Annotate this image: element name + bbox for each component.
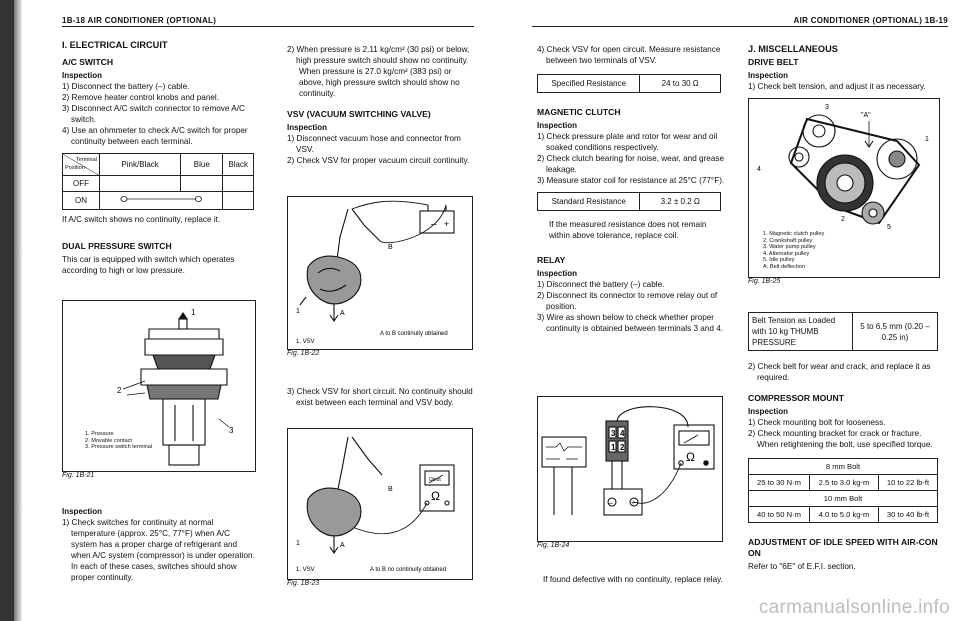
- inspection-heading: Inspection: [537, 121, 578, 130]
- callout-1: 1: [925, 136, 929, 143]
- specified-resistance-table: [537, 74, 721, 93]
- table-header: Black: [223, 154, 254, 176]
- check-text: 1) Check switches for continuity at normal temperature (approx. 25°C, 77°F) when A/C system has a proper charge of refrigerant and when A/C system (compressor) is under operation. In each of these cases, switches should show proper continuity.: [62, 518, 255, 582]
- corner-position-label: Position: [65, 165, 85, 171]
- torque-cell: 10 to 22 lb-ft: [879, 475, 938, 491]
- step-text: 1) Check belt tension, and adjust it as necessary.: [748, 82, 926, 91]
- page-header-right: AIR CONDITIONER (OPTIONAL) 1B-19: [793, 16, 948, 25]
- legend-item: 5. Idle pulley: [763, 257, 795, 264]
- step-text: When pressure is 27.0 kg/cm² (383 psi) or above, high pressure switch should show no continuity.: [299, 67, 460, 98]
- figure-caption: Fig. 1B-21: [62, 472, 95, 479]
- minus-icon: –: [431, 219, 437, 230]
- ohm-icon: Ω: [686, 450, 695, 464]
- plus-icon: +: [444, 219, 450, 229]
- step-text: 1) Check mounting bolt for looseness.: [748, 418, 886, 427]
- figure-1b-22-vsv-continuity: [287, 196, 473, 350]
- figure-caption: Fig. 1B-23: [287, 580, 320, 587]
- column-4: [748, 44, 944, 92]
- vsv-title: VSV (VACUUM SWITCHING VALVE): [287, 109, 431, 119]
- ohm-icon: Ω: [431, 489, 440, 503]
- spec-value: 24 to 30 Ω: [640, 75, 721, 93]
- callout-b: B: [388, 486, 393, 493]
- step-text: 3) Wire as shown below to check whether proper continuity is obtained between terminals 3 and 4.: [537, 313, 724, 333]
- inspection-heading: Inspection: [537, 269, 578, 278]
- vsv-continuity-diagram: [288, 197, 472, 349]
- step-text: 2) Disconnect its connector to remove relay out of position.: [537, 291, 718, 311]
- callout-2: 2: [117, 386, 122, 395]
- figure-1b-25-drive-belt: [748, 98, 940, 278]
- terminal-2: 2: [620, 443, 625, 452]
- standard-resistance-table: [537, 192, 721, 211]
- page-binding-edge: [0, 0, 14, 621]
- legend-item: 2. Crankshaft pulley: [763, 237, 813, 244]
- inspection-heading: Inspection: [748, 407, 789, 416]
- legend-item: A: Belt deflection: [763, 263, 805, 270]
- drive-belt-title: DRIVE BELT: [748, 57, 799, 67]
- step-text: 3) Disconnect A/C switch connector to remove A/C switch.: [62, 104, 245, 124]
- table-cell: [100, 176, 181, 192]
- relay-title: RELAY: [537, 255, 566, 265]
- dual-pressure-text: This car is equipped with switch which operates according to high or low pressure.: [62, 255, 235, 275]
- legend-item: 1. Pressure: [85, 431, 114, 437]
- dual-pressure-title: DUAL PRESSURE SWITCH: [62, 241, 172, 251]
- step-text: 2) Check clutch bearing for noise, wear, and grease leakage.: [537, 154, 725, 174]
- magnetic-clutch-title: MAGNETIC CLUTCH: [537, 107, 621, 117]
- inspection-heading: Inspection: [287, 123, 328, 132]
- figure-caption: Fig. 1B-25: [748, 278, 781, 285]
- figure-1b-23-vsv-short: [287, 428, 473, 580]
- legend-item: 1. Magnetic clutch pulley: [763, 231, 825, 237]
- torque-cell: 40 to 50 N·m: [749, 507, 810, 523]
- torque-header-10mm: 10 mm Bolt: [749, 491, 938, 507]
- compressor-mount-title: COMPRESSOR MOUNT: [748, 393, 844, 403]
- column-2: [287, 44, 473, 166]
- column-2-mid: [287, 386, 473, 408]
- ohmmeter-scale-icon: Ωtest: [429, 477, 441, 483]
- legend-item: 3. Pressure switch terminal: [85, 444, 153, 451]
- step-text: 3) Measure stator coil for resistance at 25°C (77°F).: [537, 176, 725, 185]
- callout-1: 1: [296, 308, 300, 315]
- inspection-heading: Inspection: [748, 71, 789, 80]
- corner-terminal-label: Terminal: [75, 157, 97, 163]
- page-header-left: 1B-18 AIR CONDITIONER (OPTIONAL): [62, 16, 217, 25]
- torque-cell: 2.5 to 3.0 kg-m: [809, 475, 878, 491]
- legend-item: 3. Water pump pulley: [763, 244, 816, 251]
- clutch-note: If the measured resistance does not remain within above tolerance, replace coil.: [549, 220, 707, 240]
- spec-label: Specified Resistance: [538, 75, 640, 93]
- step-text: 2) Check VSV for proper vacuum circuit continuity.: [287, 156, 470, 165]
- torque-cell: 30 to 40 lb-ft: [879, 507, 938, 523]
- figure-1b-24-relay: [537, 396, 723, 542]
- page-binding-shadow: [14, 0, 22, 621]
- figure-1b-21-pressure-switch: [62, 300, 256, 472]
- ac-switch-title: A/C SWITCH: [62, 57, 114, 67]
- callout-5: 5: [887, 224, 891, 231]
- step-text: 2) When pressure is 2.11 kg/cm² (30 psi) or below, high pressure switch should show no continuity.: [287, 45, 470, 65]
- section-title-miscellaneous: J. MISCELLANEOUS: [748, 44, 838, 54]
- torque-header-8mm: 8 mm Bolt: [749, 459, 938, 475]
- callout-a: "A": [861, 112, 871, 119]
- vsv-short-circuit-diagram: [288, 429, 472, 579]
- belt-tension-table: [748, 312, 938, 351]
- column-3: [537, 44, 725, 334]
- idle-speed-title: ADJUSTMENT OF IDLE SPEED WITH AIR-CON ON: [748, 537, 938, 558]
- torque-cell: 25 to 30 N·m: [749, 475, 810, 491]
- relay-test-diagram: [538, 397, 722, 541]
- callout-b: B: [388, 244, 393, 251]
- figure-legend: [85, 431, 152, 451]
- column-1-bottom: [62, 506, 258, 583]
- callout-2: 2: [841, 216, 845, 223]
- ac-switch-continuity-table: [62, 153, 254, 210]
- ac-switch-note: If A/C switch shows no continuity, replace it.: [62, 215, 221, 224]
- std-value: 3.2 ± 0.2 Ω: [640, 193, 721, 211]
- step-text: 1) Disconnect the battery (–) cable.: [62, 82, 190, 91]
- torque-table: [748, 458, 938, 523]
- table-cell: [223, 192, 254, 210]
- figure-caption: Fig. 1B-22: [287, 350, 320, 357]
- terminal-4: 4: [620, 429, 625, 438]
- relay-note: If found defective with no continuity, replace relay.: [543, 575, 723, 584]
- callout-1: 1: [191, 308, 196, 317]
- terminal-1: 1: [611, 443, 616, 452]
- vsv-label: 1. VSV: [296, 339, 315, 345]
- callout-a: A: [340, 542, 345, 549]
- callout-4: 4: [757, 166, 761, 173]
- table-corner: [63, 154, 100, 176]
- step-text: 1) Disconnect the battery (–) cable.: [537, 280, 665, 289]
- table-cell: [181, 176, 223, 192]
- terminal-3: 3: [611, 429, 616, 438]
- step-text: 2) Check belt for wear and crack, and replace it as required.: [748, 362, 931, 382]
- callout-3: 3: [825, 104, 829, 111]
- legend-item: 4. Alternator pulley: [763, 250, 810, 257]
- figure-caption: Fig. 1B-24: [537, 542, 570, 549]
- watermark: carmanualsonline.info: [758, 597, 950, 618]
- battery-plus-icon: +: [631, 500, 636, 507]
- table-header: Blue: [181, 154, 223, 176]
- tension-label: Belt Tension as Loaded with 10 kg THUMB PRESSURE: [749, 313, 853, 351]
- header-rule-right: [532, 26, 948, 27]
- table-row-label: ON: [63, 192, 100, 210]
- step-text: 2) Check mounting bracket for crack or fracture. When retightening the bolt, use specified torque.: [748, 429, 933, 449]
- no-continuity-note: A to B no continuity obtained: [370, 567, 447, 573]
- continuity-note: A to B continuity obtained: [380, 331, 448, 337]
- step-text: 2) Remove heater control knobs and panel.: [62, 93, 220, 102]
- header-rule-left: [62, 26, 474, 27]
- table-cell: [223, 176, 254, 192]
- tension-value: 5 to 6.5 mm (0.20 – 0.25 in): [852, 313, 937, 351]
- step-text: 1) Disconnect vacuum hose and connector from VSV.: [287, 134, 461, 154]
- vsv-label: 1. VSV: [296, 567, 315, 573]
- torque-cell: 4.0 to 5.0 kg-m: [809, 507, 878, 523]
- inspection-heading: Inspection: [62, 71, 103, 80]
- step-text: 3) Check VSV for short circuit. No continuity should exist between each terminal and VSV body.: [287, 387, 473, 407]
- continuity-line-icon: [103, 194, 219, 204]
- callout-1: 1: [296, 540, 300, 547]
- legend-item: 2. Movable contact: [85, 437, 132, 444]
- table-header: Pink/Black: [100, 154, 181, 176]
- section-title-electrical: I. ELECTRICAL CIRCUIT: [62, 40, 168, 50]
- table-row-label: OFF: [63, 176, 100, 192]
- callout-a: A: [340, 310, 345, 317]
- step-text: 4) Use an ohmmeter to check A/C switch for proper continuity between each terminal.: [62, 126, 248, 146]
- column-1: [62, 40, 258, 276]
- figure-legend: [763, 231, 824, 271]
- column-4-lower: [748, 312, 944, 572]
- std-label: Standard Resistance: [538, 193, 640, 211]
- inspection-heading: Inspection: [62, 507, 103, 516]
- continuity-mark: [100, 192, 223, 210]
- column-3-bottom: [543, 574, 725, 585]
- idle-speed-text: Refer to "6E" of E.F.I. section.: [748, 562, 856, 571]
- battery-minus-icon: –: [609, 500, 613, 507]
- callout-3: 3: [229, 426, 234, 435]
- step-text: 4) Check VSV for open circuit. Measure resistance between two terminals of VSV.: [537, 45, 721, 65]
- step-text: 1) Check pressure plate and rotor for wear and oil soaked conditions respectively.: [537, 132, 718, 152]
